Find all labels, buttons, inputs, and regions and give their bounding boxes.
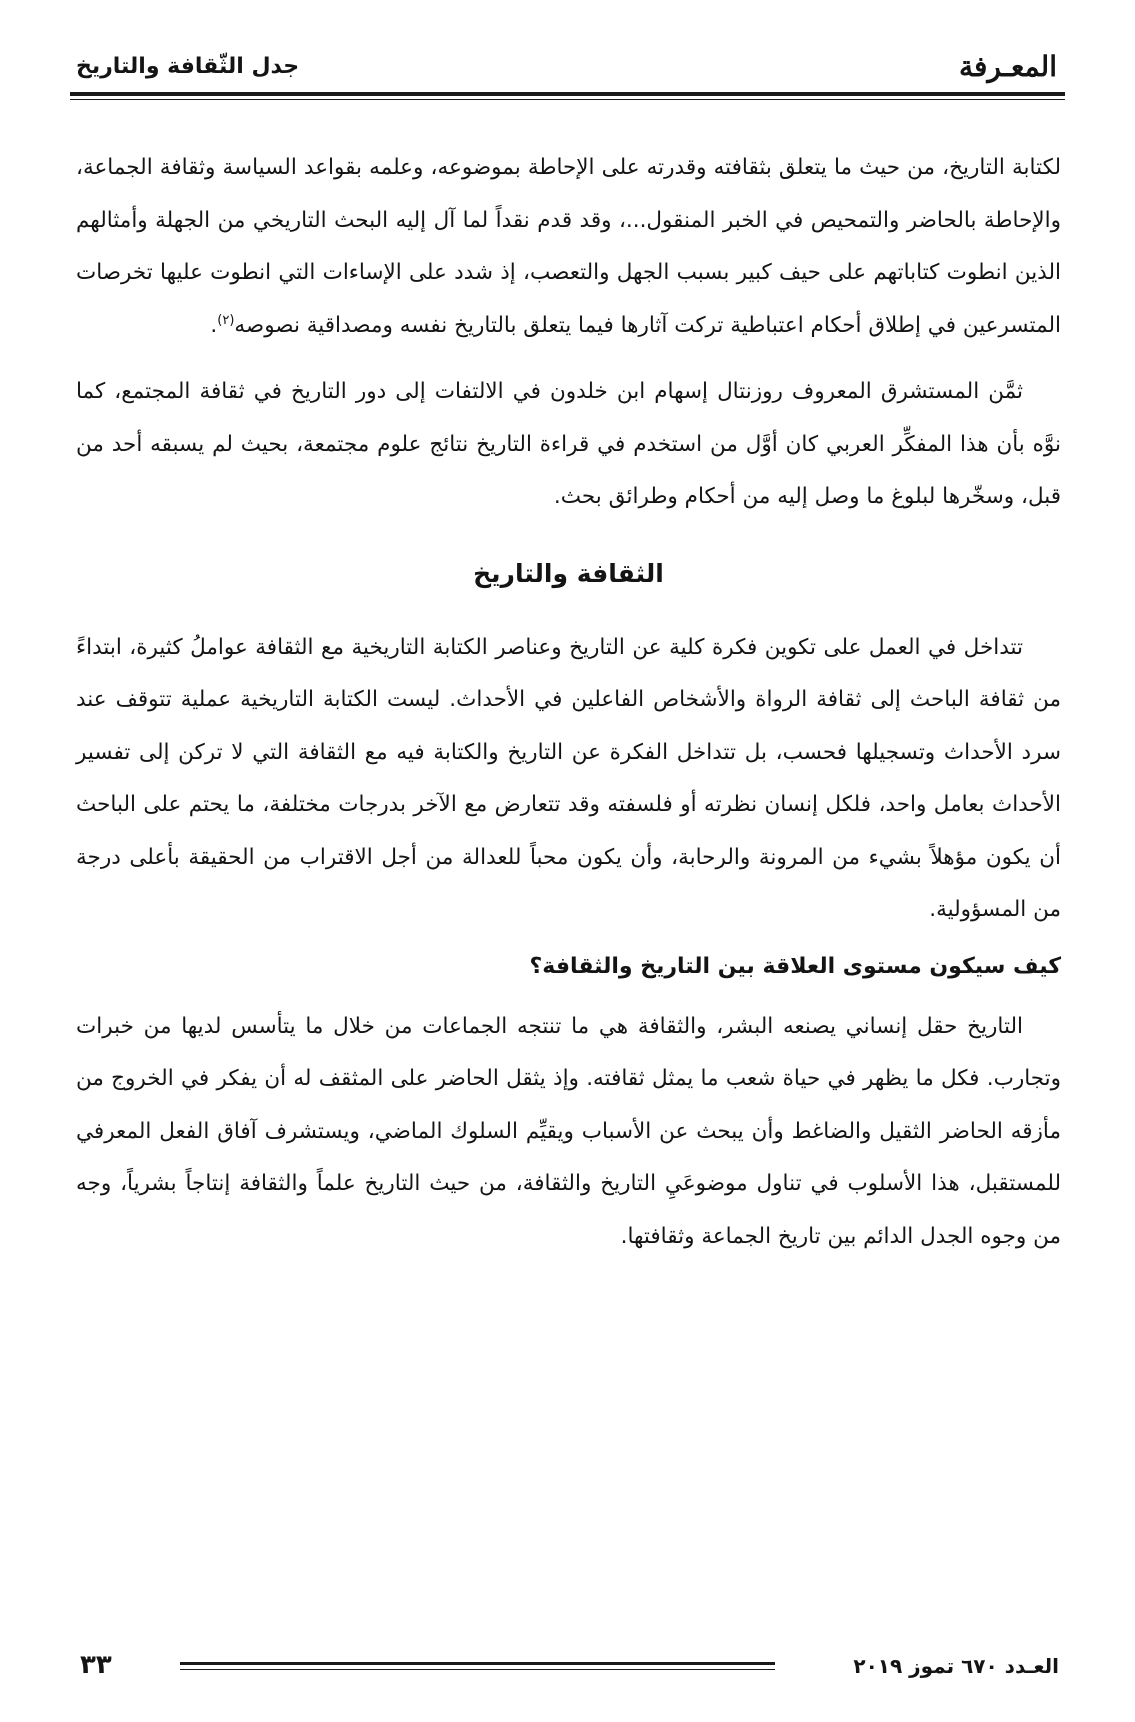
running-title: جدل الثّقافة والتاريخ: [76, 54, 300, 79]
footer-divider: [180, 1662, 775, 1665]
footnote-marker: (٢): [217, 312, 235, 328]
paragraph: [76, 142, 1061, 352]
header-divider-thin: [70, 99, 1065, 100]
page-footer: [70, 1650, 1065, 1690]
paragraph-text: لكتابة التاريخ، من حيث ما يتعلق بثقافته وقدرته على الإحاطة بموضوعه، وعلمه بقواعد السياسة وثقافة الجماعة، والإحاطة بالحاضر والتمحيص في الخبر المنقول...، وقد قدم نقداً لما آل إليه البحث التاريخي من الجهلة وأمثالهم الذين انطوت كتاباتهم على حيف كبير بسبب الجهل والتعصب، إذ شدد على الإساءات التي انطوت عليها تخرصات المتسرعين في إطلاق أحكام اعتباطية تركت آثارها فيما يتعلق بالتاريخ نفسه ومصداقية نصوصه: [76, 155, 1061, 338]
footer-divider: [180, 1669, 775, 1670]
page-number: ٣٣: [80, 1650, 112, 1680]
subheading: كيف سيكون مستوى العلاقة بين التاريخ والثقافة؟: [529, 953, 1061, 979]
article-body: [76, 142, 1061, 1263]
paragraph-end: .: [210, 312, 218, 338]
magazine-logo: المعـرفة: [958, 50, 1057, 83]
section-heading: الثقافة والتاريخ: [473, 558, 664, 588]
paragraph: تتداخل في العمل على تكوين فكرة كلية عن التاريخ وعناصر الكتابة التاريخية مع الثقافة عواملُ كثيرة، ابتداءً من ثقافة الباحث إلى ثقافة الرواة والأشخاص الفاعلين في الأحداث. ليست الكتابة التاريخية عملية تتوقف عند سرد الأحداث وتسجيلها فحسب، بل تتداخل الفكرة عن التاريخ والكتابة فيه مع الثقافة التي لا تركن إلى تفسير الأحداث بعامل واحد، فلكل إنسان نظرته أو فلسفته وقد تتعارض مع الآخر بدرجات مختلفة، ما يحتم على الباحث أن يكون مؤهلاً بشيء من المرونة والرحابة، وأن يكون محباً للعدالة من أجل الاقتراب من الحقيقة بأعلى درجة من المسؤولية.: [76, 634, 1061, 922]
paragraph: ثمَّن المستشرق المعروف روزنتال إسهام ابن خلدون في الالتفات إلى دور التاريخ في ثقافة المجتمع، كما نوَّه بأن هذا المفكِّر العربي كان أوَّل من استخدم في قراءة التاريخ نتائج علوم مجتمعة، بحيث لم يسبقه أحد من قبل، وسخّرها لبلوغ ما وصل إليه من أحكام وطرائق بحث.: [76, 379, 1061, 509]
issue-info: العـدد ٦٧٠ تموز ٢٠١٩: [853, 1654, 1059, 1678]
header-divider-thick: [70, 92, 1065, 96]
paragraph: التاريخ حقل إنساني يصنعه البشر، والثقافة هي ما تنتجه الجماعات من خلال ما يتأسس لديها من خبرات وتجارب. فكل ما يظهر في حياة شعب ما يمثل ثقافته. وإذ يثقل الحاضر على المثقف له أن يفكر في الخروج من مأزقه الحاضر الثقيل والضاغط وأن يبحث عن الأسباب ويقيِّم السلوك الماضي، ويستشرف آفاق الفعل المعرفي للمستقبل، هذا الأسلوب في تناول موضوعَيِ التاريخ والثقافة، من حيث التاريخ علماً والثقافة إنتاجاً بشرياً، وجه من وجوه الجدل الدائم بين تاريخ الجماعة وثقافتها.: [76, 1013, 1061, 1249]
